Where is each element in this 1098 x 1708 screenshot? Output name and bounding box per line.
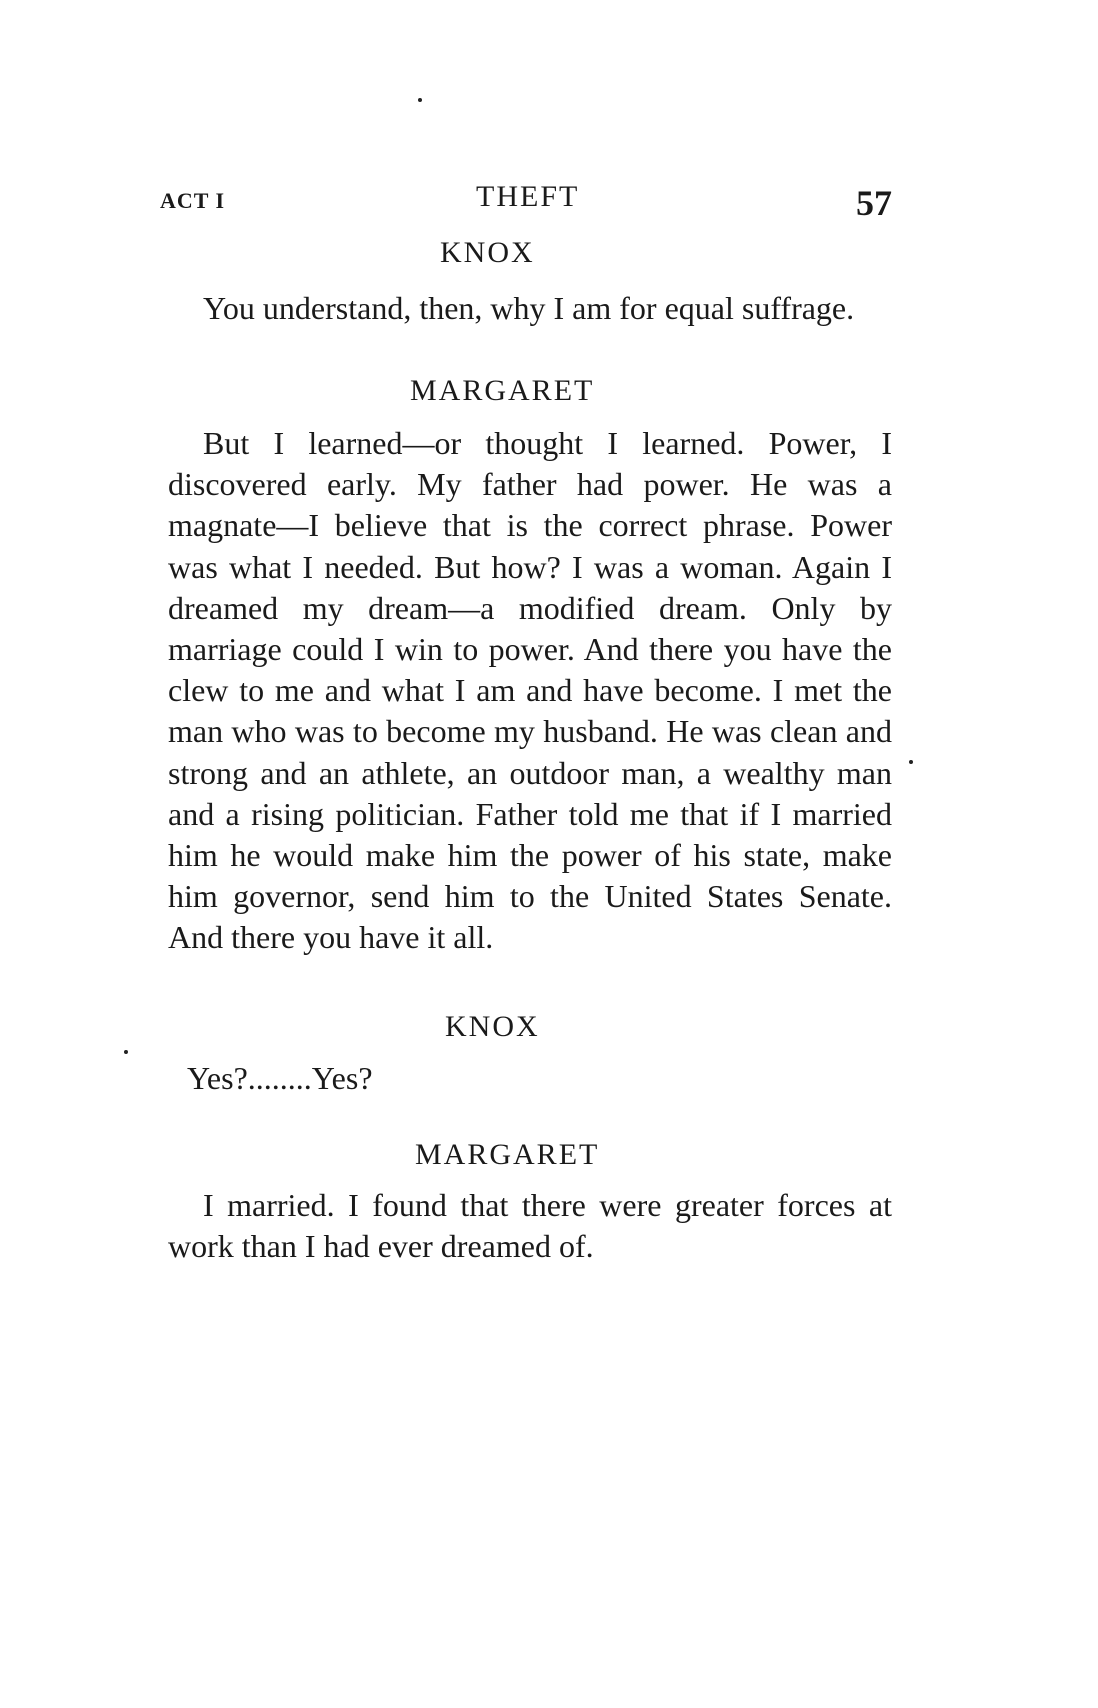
speaker-name: KNOX xyxy=(445,1010,540,1043)
running-title: THEFT xyxy=(476,180,580,213)
dialogue-text: Yes?........Yes? xyxy=(187,1060,373,1096)
speaker-name: MARGARET xyxy=(415,1138,600,1171)
print-speck xyxy=(124,1050,128,1054)
dialogue-text: But I learned—or thought I learned. Power, I discovered early. My father had power. He was a magnate—I believe that is the correct phrase. Power was what I needed. But how? I was a woman. Again I dreamed my dream—a modified dream. Only by marriage could I win to power. And there you have the clew to me and what I am and have become. I met the man who was to become my husband. He was clean and strong and an athlete, an outdoor man, a wealthy man and a rising politician. Father told me that if I married him he would make him the power of his state, make him governor, send him to the United States Senate. And there you have it all. xyxy=(168,425,892,956)
page-number: 57 xyxy=(856,183,892,223)
speaker-name: MARGARET xyxy=(410,374,595,407)
running-header xyxy=(160,180,892,230)
act-label: ACT I xyxy=(160,188,226,213)
dialogue-paragraph xyxy=(168,1185,892,1267)
dialogue-text: I married. I found that there were greater forces at work than I had ever dreamed of. xyxy=(168,1187,892,1265)
speaker-name: KNOX xyxy=(440,236,535,269)
dialogue-paragraph xyxy=(168,423,892,959)
print-speck xyxy=(418,98,422,102)
dialogue-text: You understand, then, why I am for equal suffrage. xyxy=(203,290,855,326)
dialogue-paragraph xyxy=(168,288,892,329)
print-speck xyxy=(909,760,913,764)
